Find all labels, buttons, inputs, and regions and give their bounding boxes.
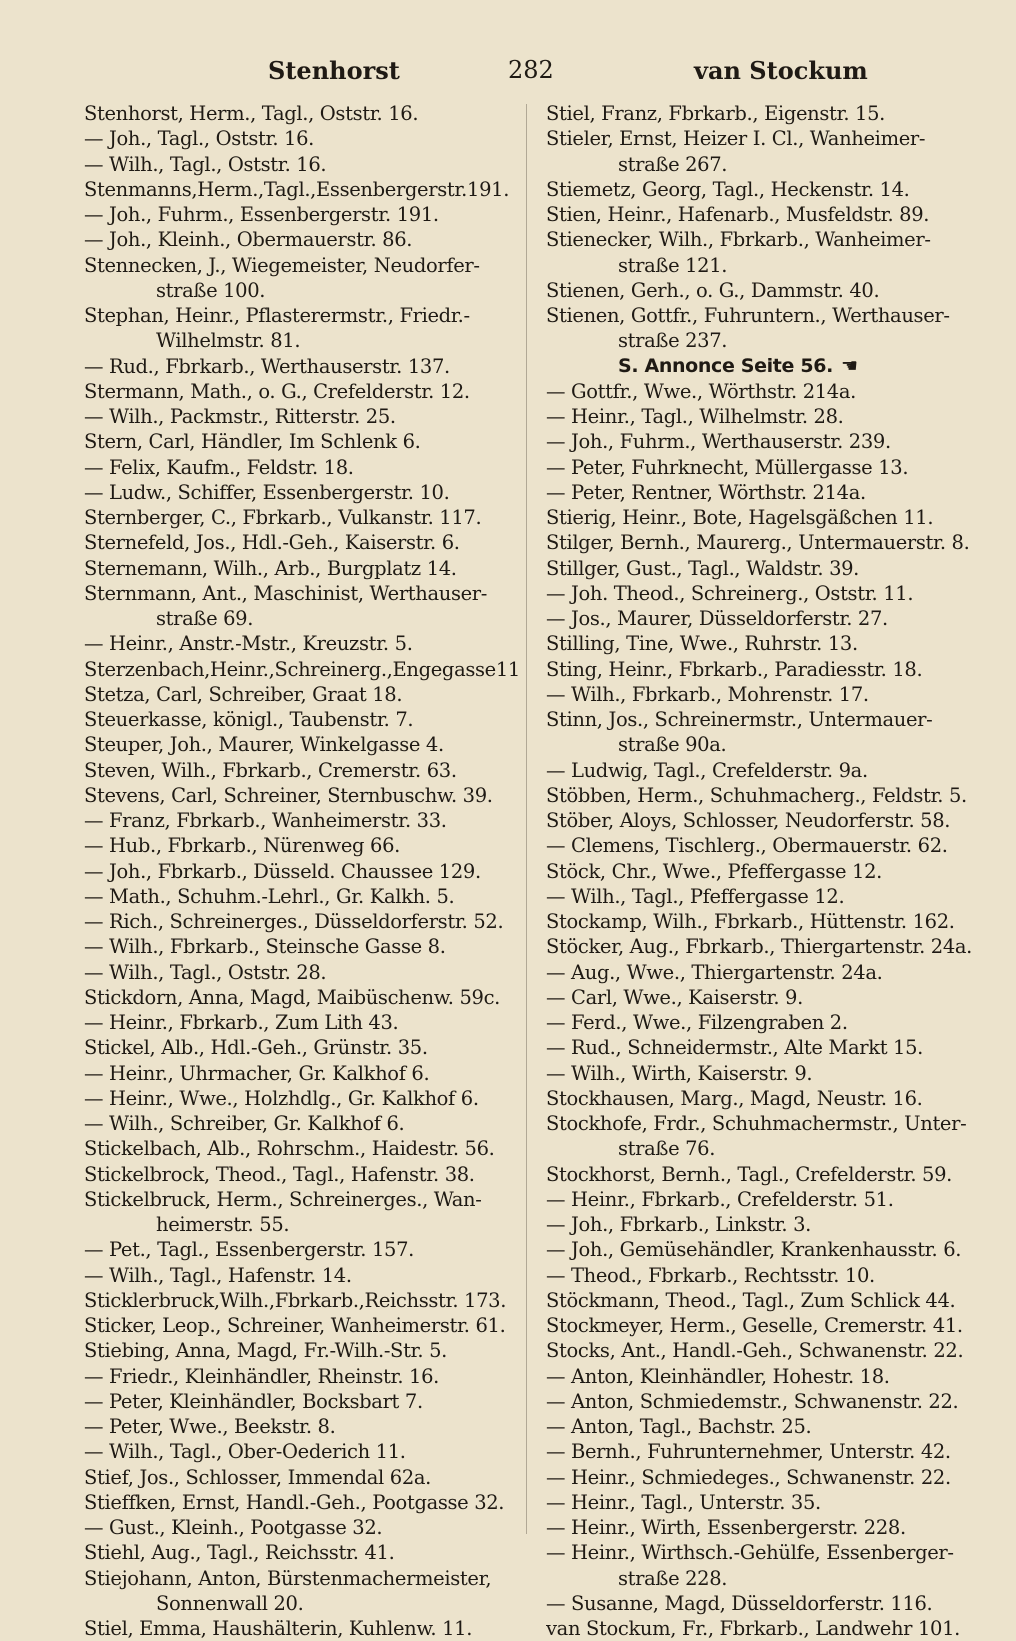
entry-text: Sterzenbach,Heinr.,Schreinerg.,Engegasse11 [84,657,520,681]
directory-entry [84,657,524,682]
directory-entry [546,934,986,959]
directory-entry [84,1566,524,1591]
entry-text: Stienecker, Wilh., Fbrkarb., Wanheimer- [546,228,931,252]
entry-text: straße 76. [618,1137,716,1161]
directory-entry [84,1263,524,1288]
directory-entry [84,1111,524,1136]
directory-entry [84,1490,524,1515]
entry-text: straße 100. [156,278,266,302]
entry-text: Sternmann, Ant., Maschinist, Werthauser- [84,581,488,605]
entry-text: — Heinr., Wirth, Essenbergerstr. 228. [546,1516,906,1539]
entry-text: Stilling, Tine, Wwe., Ruhrstr. 13. [546,632,858,656]
entry-text: Sticker, Leop., Schreiner, Wanheimerstr. 61. [84,1314,506,1337]
directory-entry [546,1364,986,1389]
directory-entry [84,253,524,278]
entry-text: — Hub., Fbrkarb., Nürenweg 66. [84,834,400,858]
entry-text: Stilger, Bernh., Maurerg., Untermauerstr. 8. [546,531,970,555]
entry-text: Stenhorst, Herm., Tagl., Oststr. 16. [84,102,419,125]
directory-entry [84,227,524,252]
directory-entry [84,1515,524,1540]
entry-text: — Wilh., Tagl., Oststr. 28. [84,960,327,984]
entry-text: — Peter, Wwe., Beekstr. 8. [84,1415,336,1438]
directory-entry [84,101,524,126]
directory-entry [84,1212,524,1237]
directory-entry [546,1035,986,1060]
entry-text: — Heinr., Anstr.-Mstr., Kreuzstr. 5. [84,632,413,656]
entry-text: Stöck, Chr., Wwe., Pfeffergasse 12. [546,859,882,883]
directory-entry [546,1439,986,1464]
directory-entry [546,1414,986,1439]
directory-entry [84,1035,524,1060]
directory-entry [546,1061,986,1086]
entry-text: Stickelbrock, Theod., Tagl., Hafenstr. 38. [84,1162,475,1186]
entry-text: — Felix, Kaufm., Feldstr. 18. [84,455,354,479]
entry-text: Stern, Carl, Händler, Im Schlenk 6. [84,430,421,454]
entry-text: Stienen, Gerh., o. G., Dammstr. 40. [546,278,880,302]
directory-entry [546,480,986,505]
directory-entry [84,455,524,480]
entry-text: — Gust., Kleinh., Pootgasse 32. [84,1516,383,1539]
entry-text: Stockhausen, Marg., Magd, Neustr. 16. [546,1086,923,1110]
entry-text: — Theod., Fbrkarb., Rechtsstr. 10. [546,1263,875,1287]
directory-entry [84,985,524,1010]
entry-text: — Bernh., Fuhrunternehmer, Unterstr. 42. [546,1440,951,1464]
entry-text: Stockamp, Wilh., Fbrkarb., Hüttenstr. 162. [546,910,955,933]
entry-text: heimerstr. 55. [156,1213,290,1236]
directory-entry [84,126,524,151]
entry-text: — Aug., Wwe., Thiergartenstr. 24a. [546,960,883,984]
directory-entry [546,1136,986,1161]
right-column [546,101,986,1641]
directory-entry [546,328,986,353]
entry-text: straße 90a. [618,733,727,757]
header-last-name: van Stockum [694,56,868,85]
directory-entry [546,177,986,202]
directory-entry [546,278,986,303]
entry-text: — Math., Schuhm.-Lehrl., Gr. Kalkh. 5. [84,884,455,908]
entry-text: — Carl, Wwe., Kaiserstr. 9. [546,985,803,1009]
directory-entry [84,1288,524,1313]
entry-text: — Joh., Fbrkarb., Linkstr. 3. [546,1213,812,1236]
directory-entry [546,1237,986,1262]
directory-entry [546,732,986,757]
directory-entry [84,934,524,959]
entry-text: — Ferd., Wwe., Filzengraben 2. [546,1011,848,1034]
directory-entry [84,783,524,808]
entry-text: Stennecken, J., Wiegemeister, Neudorfer- [84,253,480,277]
directory-entry [546,808,986,833]
entry-text: — Peter, Fuhrknecht, Müllergasse 13. [546,455,909,479]
directory-entry [84,884,524,909]
entry-text: Stockmeyer, Herm., Geselle, Cremerstr. 41. [546,1314,963,1337]
entry-text: — Joh., Gemüsehändler, Krankenhausstr. 6. [546,1238,962,1262]
entry-text: Stiebing, Anna, Magd, Fr.-Wilh.-Str. 5. [84,1339,447,1363]
entry-text: — Peter, Rentner, Wörthstr. 214a. [546,480,866,504]
directory-entry [546,152,986,177]
directory-entry [546,556,986,581]
entry-text: — Franz, Fbrkarb., Wanheimerstr. 33. [84,809,447,832]
entry-text: — Heinr., Tagl., Unterstr. 35. [546,1490,821,1514]
entry-text: Stockhorst, Bernh., Tagl., Crefelderstr. 59. [546,1162,953,1186]
entry-text: — Wilh., Wirth, Kaiserstr. 9. [546,1061,813,1085]
directory-entry [84,1540,524,1565]
directory-entry [546,758,986,783]
entry-text: Stermann, Math., o. G., Crefelderstr. 12. [84,379,470,403]
directory-entry [546,859,986,884]
directory-entry [546,1389,986,1414]
entry-text: Stief, Jos., Schlosser, Immendal 62a. [84,1465,432,1489]
directory-entry [546,101,986,126]
directory-entry [84,1439,524,1464]
entry-text: — Wilh., Tagl., Ober-Oederich 11. [84,1440,406,1464]
entry-text: straße 121. [618,253,728,277]
entry-text: — Jos., Maurer, Düsseldorferstr. 27. [546,607,888,630]
entry-text: Stöckmann, Theod., Tagl., Zum Schlick 44. [546,1288,956,1312]
directory-entry [546,126,986,151]
entry-text: — Ludwig, Tagl., Crefelderstr. 9a. [546,758,868,782]
directory-entry [84,960,524,985]
directory-entry [84,1061,524,1086]
directory-entry [84,1136,524,1161]
entry-text: — Heinr., Fbrkarb., Zum Lith 43. [84,1011,399,1034]
entry-text: straße 228. [618,1566,728,1590]
entry-text: Sternberger, C., Fbrkarb., Vulkanstr. 117. [84,506,482,529]
entry-text: — Rich., Schreinerges., Düsseldorferstr. 52. [84,910,504,933]
entry-text: Sternemann, Wilh., Arb., Burgplatz 14. [84,556,457,580]
directory-entry [84,530,524,555]
entry-text: S. Annonce Seite 56. [618,354,833,377]
column-divider [526,104,527,1534]
directory-entry [84,480,524,505]
entry-text: — Anton, Schmiedemstr., Schwanenstr. 22. [546,1389,959,1413]
entry-text: Stieler, Ernst, Heizer I. Cl., Wanheimer- [546,127,926,151]
directory-entry [546,1086,986,1111]
entry-text: Sting, Heinr., Fbrkarb., Paradiesstr. 18. [546,657,923,681]
directory-entry [546,227,986,252]
entry-text: — Joh., Fbrkarb., Düsseld. Chaussee 129. [84,859,481,883]
annonce-reference [546,354,986,379]
entry-text: — Joh., Kleinh., Obermauerstr. 86. [84,228,413,252]
directory-entry [84,606,524,631]
entry-text: — Wilh., Fbrkarb., Steinsche Gasse 8. [84,935,446,959]
entry-text: — Wilh., Tagl., Hafenstr. 14. [84,1263,352,1287]
directory-entry [546,1338,986,1363]
entry-text: Stephan, Heinr., Pflasterermstr., Friedr.- [84,304,470,327]
directory-entry [84,1187,524,1212]
entry-text: — Rud., Fbrkarb., Werthauserstr. 137. [84,354,450,378]
entry-text: — Heinr., Wirthsch.-Gehülfe, Essenberger- [546,1541,954,1565]
entry-text: Sticklerbruck,Wilh.,Fbrkarb.,Reichsstr. 173. [84,1288,507,1312]
entry-text: — Joh., Fuhrm., Essenbergerstr. 191. [84,203,439,226]
entry-text: — Joh., Fuhrm., Werthauserstr. 239. [546,430,891,454]
directory-entry [546,379,986,404]
entry-text: Stöbben, Herm., Schuhmacherg., Feldstr. 5. [546,783,967,807]
entry-text: Stien, Heinr., Hafenarb., Musfeldstr. 89. [546,203,930,226]
entry-text: Stienen, Gottfr., Fuhruntern., Werthauser- [546,304,950,327]
left-column [84,101,524,1641]
entry-text: — Friedr., Kleinhändler, Rheinstr. 16. [84,1364,440,1388]
entry-text: Stiemetz, Georg, Tagl., Heckenstr. 14. [546,177,910,201]
entry-text: — Heinr., Uhrmacher, Gr. Kalkhof 6. [84,1061,430,1085]
directory-entry [546,1540,986,1565]
directory-entry [546,1465,986,1490]
directory-entry [546,1187,986,1212]
directory-entry [546,253,986,278]
entry-text: Stickelbruck, Herm., Schreinerges., Wan- [84,1187,482,1211]
entry-text: — Susanne, Magd, Düsseldorferstr. 116. [546,1591,933,1615]
entry-text: Stiehl, Aug., Tagl., Reichsstr. 41. [84,1541,395,1565]
entry-text: Stöcker, Aug., Fbrkarb., Thiergartenstr. 24a. [546,935,973,959]
entry-text: Stiel, Emma, Haushälterin, Kuhlenw. 11. [84,1617,473,1640]
directory-entry [546,606,986,631]
page-number: 282 [508,56,554,84]
directory-entry [84,581,524,606]
entry-text: Steuerkasse, königl., Taubenstr. 7. [84,708,414,731]
directory-entry [84,505,524,530]
entry-text: — Wilh., Schreiber, Gr. Kalkhof 6. [84,1112,405,1135]
entry-text: straße 267. [618,152,728,176]
directory-entry [546,404,986,429]
entry-text: Stiejohann, Anton, Bürstenmachermeister, [84,1566,492,1590]
directory-entry [546,505,986,530]
directory-entry [84,909,524,934]
directory-entry [546,303,986,328]
directory-entry [84,303,524,328]
directory-entry [546,1288,986,1313]
entry-text: straße 69. [156,607,254,630]
directory-entry [84,859,524,884]
directory-entry [84,1591,524,1616]
directory-entry [546,581,986,606]
directory-entry [546,682,986,707]
directory-entry [546,429,986,454]
directory-entry [84,202,524,227]
directory-entry [546,1263,986,1288]
directory-entry [546,783,986,808]
entry-text: — Wilh., Packmstr., Ritterstr. 25. [84,405,396,428]
directory-entry [84,404,524,429]
directory-entry [84,1465,524,1490]
entry-text: Stickelbach, Alb., Rohrschm., Haidestr. 56. [84,1137,495,1161]
directory-entry [546,1591,986,1616]
directory-entry [546,1490,986,1515]
directory-entry [84,758,524,783]
pointing-hand-icon: ☚ [840,354,858,377]
entry-text: Stierig, Heinr., Bote, Hagelsgäßchen 11. [546,506,934,529]
entry-text: — Heinr., Wwe., Holzhdlg., Gr. Kalkhof 6. [84,1086,479,1110]
directory-entry [84,1414,524,1439]
directory-entry [84,707,524,732]
header-first-name: Stenhorst [268,56,400,85]
entry-text: — Joh. Theod., Schreinerg., Oststr. 11. [546,581,914,605]
directory-entry [546,985,986,1010]
directory-entry [546,1162,986,1187]
entry-text: Stinn, Jos., Schreinermstr., Untermauer- [546,708,933,731]
entry-text: — Anton, Kleinhändler, Hohestr. 18. [546,1364,890,1388]
entry-text: Stetza, Carl, Schreiber, Graat 18. [84,682,403,706]
directory-entry [546,202,986,227]
directory-entry [84,379,524,404]
directory-entry [84,278,524,303]
directory-entry [546,631,986,656]
directory-entry [84,682,524,707]
directory-entry [84,1389,524,1414]
entry-text: — Clemens, Tischlerg., Obermauerstr. 62. [546,834,948,858]
directory-entry [84,732,524,757]
directory-entry [546,530,986,555]
directory-entry [84,429,524,454]
entry-text: Stevens, Carl, Schreiner, Sternbuschw. 39. [84,783,493,807]
entry-text: Stenmanns,Herm.,Tagl.,Essenbergerstr.191. [84,177,510,201]
entry-text: Wilhelmstr. 81. [156,329,301,353]
entry-text: Stieffken, Ernst, Handl.-Geh., Pootgasse 32. [84,1490,505,1514]
directory-entry [84,1162,524,1187]
directory-entry [546,884,986,909]
directory-entry [546,909,986,934]
entry-text: Stillger, Gust., Tagl., Waldstr. 39. [546,556,860,580]
directory-entry [546,455,986,480]
entry-text: — Peter, Kleinhändler, Bocksbart 7. [84,1389,423,1413]
directory-entry [84,328,524,353]
entry-text: — Wilh., Tagl., Oststr. 16. [84,152,327,176]
directory-entry [84,1086,524,1111]
directory-entry [546,657,986,682]
entry-text: — Pet., Tagl., Essenbergerstr. 157. [84,1238,414,1262]
directory-entry [546,1313,986,1338]
entry-text: — Rud., Schneidermstr., Alte Markt 15. [546,1036,924,1060]
page-header [70,48,970,92]
entry-text: — Wilh., Fbrkarb., Mohrenstr. 17. [546,682,869,706]
entry-text: — Wilh., Tagl., Pfeffergasse 12. [546,884,845,908]
entry-text: — Gottfr., Wwe., Wörthstr. 214a. [546,379,856,403]
directory-entry [84,556,524,581]
directory-entry [546,1515,986,1540]
entry-text: Steuper, Joh., Maurer, Winkelgasse 4. [84,733,444,757]
entry-text: straße 237. [618,329,728,353]
entry-text: Steven, Wilh., Fbrkarb., Cremerstr. 63. [84,758,457,782]
directory-entry [546,1212,986,1237]
entry-text: Sonnenwall 20. [156,1591,304,1615]
entry-text: — Ludw., Schiffer, Essenbergerstr. 10. [84,480,450,504]
directory-entry [546,960,986,985]
directory-entry [84,177,524,202]
directory-entry [84,1616,524,1641]
directory-entry [84,808,524,833]
entry-text: Stickel, Alb., Hdl.-Geh., Grünstr. 35. [84,1036,428,1060]
entry-text: — Anton, Tagl., Bachstr. 25. [546,1415,812,1438]
directory-entry [84,152,524,177]
directory-entry [84,354,524,379]
entry-text: Stockhofe, Frdr., Schuhmachermstr., Unter- [546,1112,967,1135]
entry-text: Stickdorn, Anna, Magd, Maibüschenw. 59c. [84,985,501,1009]
directory-entry [84,1338,524,1363]
directory-entry [546,1010,986,1035]
entry-text: van Stockum, Fr., Fbrkarb., Landwehr 101. [546,1617,960,1640]
entry-text: Stocks, Ant., Handl.-Geh., Schwanenstr. 22. [546,1339,964,1363]
entry-text: Sternefeld, Jos., Hdl.-Geh., Kaiserstr. 6. [84,531,460,555]
directory-entry [546,1616,986,1641]
directory-entry [84,1010,524,1035]
entry-text: — Joh., Tagl., Oststr. 16. [84,127,315,151]
entry-text: — Heinr., Schmiedeges., Schwanenstr. 22. [546,1465,951,1489]
directory-entry [546,1566,986,1591]
directory-entry [84,631,524,656]
directory-entry [84,1364,524,1389]
directory-entry [84,1237,524,1262]
directory-entry [84,1313,524,1338]
entry-text: — Heinr., Fbrkarb., Crefelderstr. 51. [546,1187,894,1211]
directory-entry [546,833,986,858]
directory-entry [84,833,524,858]
entry-text: — Heinr., Tagl., Wilhelmstr. 28. [546,405,844,428]
entry-text: Stöber, Aloys, Schlosser, Neudorferstr. 58. [546,809,951,832]
directory-entry [546,1111,986,1136]
directory-entry [546,707,986,732]
entry-text: Stiel, Franz, Fbrkarb., Eigenstr. 15. [546,102,886,125]
